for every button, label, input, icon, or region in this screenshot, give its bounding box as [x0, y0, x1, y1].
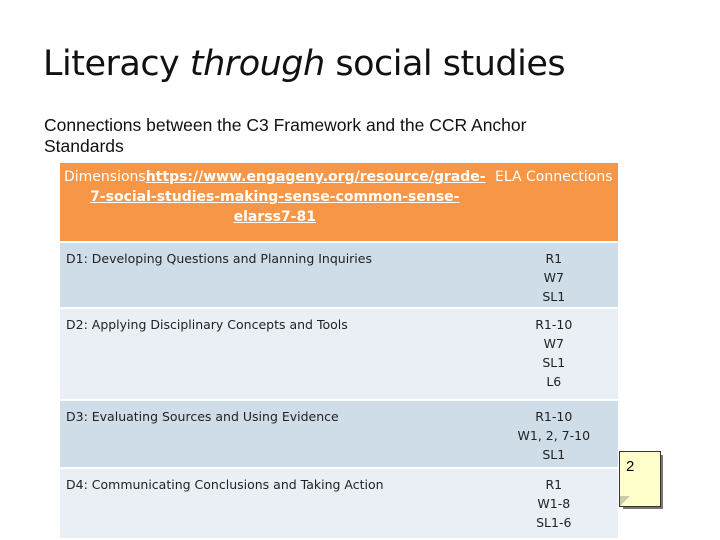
slide-title: [43, 44, 565, 84]
ela-header: ELA Connections: [490, 163, 618, 242]
page-number-note: [619, 451, 661, 507]
engageny-link[interactable]: https://www.engageny.org/resource/grade-7-social-studies-making-sense-common-sense-elarss7-81: [90, 169, 486, 225]
dimension-cell: D3: Evaluating Sources and Using Evidence: [60, 400, 490, 468]
table-header-row: [60, 163, 618, 242]
dimensions-header: [60, 163, 490, 242]
dimension-cell: D4: Communicating Conclusions and Taking Action: [60, 468, 490, 539]
ela-code: SL1: [542, 447, 566, 462]
dimension-cell: D2: Applying Disciplinary Concepts and Tools: [60, 308, 490, 400]
note-fold-corner: [620, 496, 630, 506]
ela-cell: [490, 400, 618, 468]
ela-cell: [490, 308, 618, 400]
note-paper: [619, 451, 661, 507]
connections-table: [60, 163, 618, 540]
ela-code: W1-8: [537, 496, 571, 511]
table-row: [60, 400, 618, 468]
ela-code: SL1-6: [536, 515, 572, 530]
title-part2: social studies: [324, 44, 566, 84]
table-row: [60, 308, 618, 400]
ela-code: R1-10: [535, 317, 573, 332]
table-row: [60, 242, 618, 308]
ela-code: W1, 2, 7-10: [517, 428, 591, 443]
ela-code: W7: [543, 270, 564, 285]
ela-cell: [490, 468, 618, 539]
slide-subtitle: Connections between the C3 Framework and the CCR Anchor Standards: [44, 115, 527, 156]
table-row: [60, 468, 618, 539]
ela-code: L6: [546, 374, 562, 389]
ela-code: R1: [545, 477, 563, 492]
ela-code: R1: [545, 251, 563, 266]
dimension-cell: D1: Developing Questions and Planning Inquiries: [60, 242, 490, 308]
ela-code: SL1: [542, 289, 566, 304]
ela-cell: [490, 242, 618, 308]
page-number: 2: [626, 458, 635, 475]
title-part1: Literacy: [43, 44, 190, 84]
ela-code: R1-10: [535, 409, 573, 424]
ela-code: W7: [543, 336, 564, 351]
title-italic: through: [189, 44, 325, 84]
dimensions-label: Dimensions: [64, 169, 146, 185]
ela-code: SL1: [542, 355, 566, 370]
